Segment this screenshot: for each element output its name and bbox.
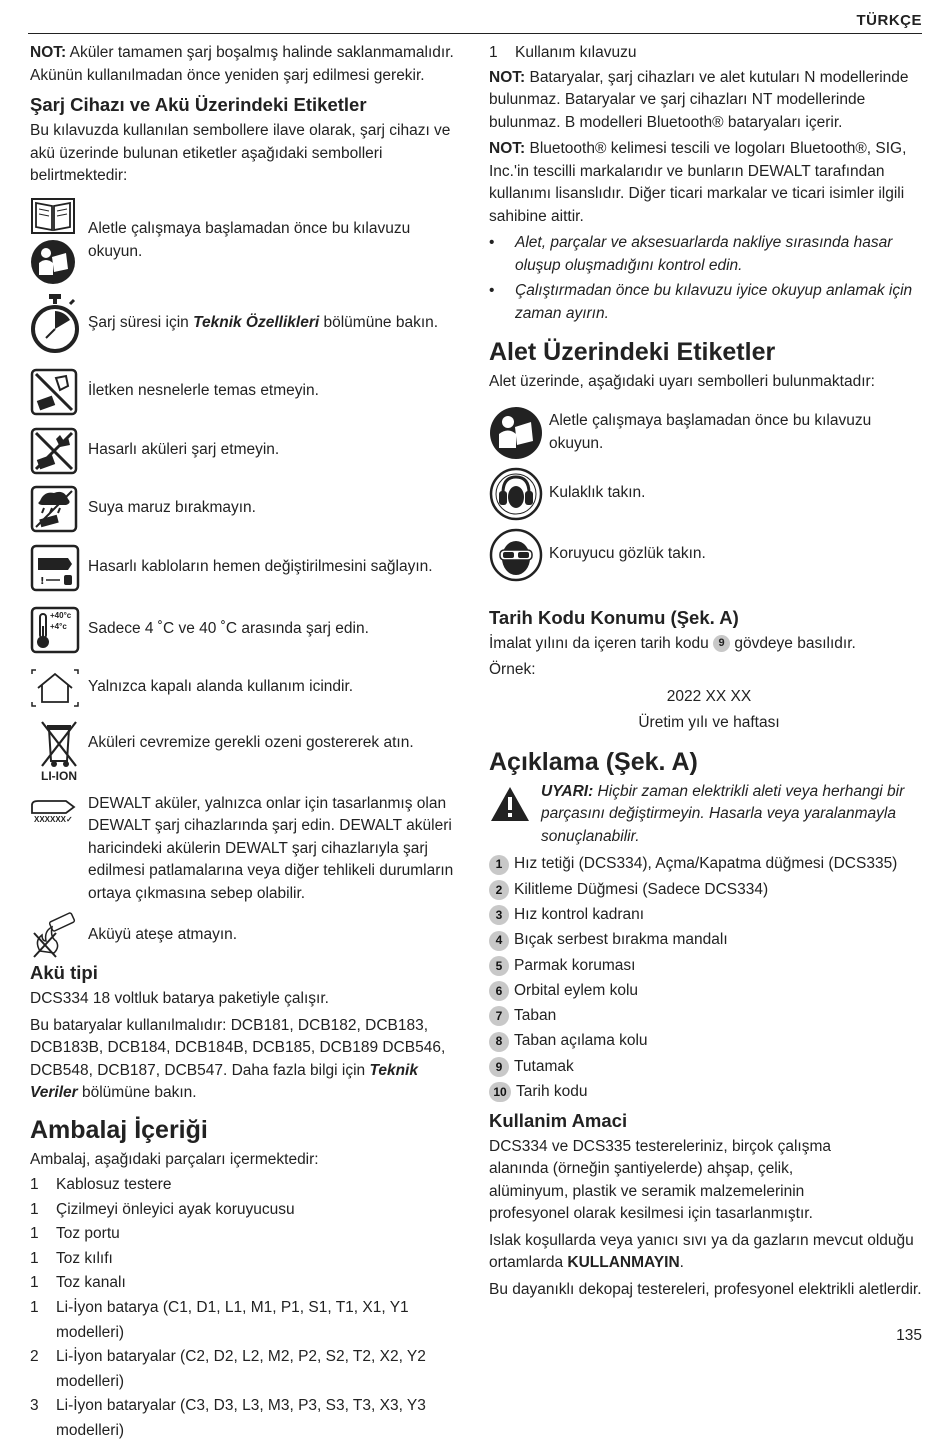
part-item	[489, 978, 929, 1003]
tool-labels-heading: Alet Üzerindeki Etiketler	[489, 338, 776, 366]
symbol-dewalt: XXXXXX✓ DEWALT aküler, yalnızca onlar için tasarlanmış olan DEWALT şarj cihazlarında şarj edin. DEWALT aküleri haricindeki akülerin DEWALT şarj cihazlarıyla şarj edilmesi patlamalarına veya diğer tehlikeli durumların ortaya çıkmasına sebep olabilir.	[30, 793, 460, 906]
no-conductive-objects-icon	[30, 368, 78, 416]
package-item-text: Li-İyon bataryalar (C2, D2, L2, M2, P2, S2, T2, X2, Y2 modelleri)	[56, 1348, 426, 1390]
part-item	[489, 877, 929, 902]
symbol-dispose: LI-ION Aküleri cevremize gerekli ozeni gostererek atın.	[30, 715, 460, 787]
package-item	[30, 1173, 470, 1198]
package-heading: Ambalaj İçeriği	[30, 1115, 208, 1144]
date-code-caption: Üretim yılı ve haftası	[638, 714, 780, 731]
package-item	[30, 1345, 470, 1394]
part-number-badge: 6	[489, 981, 509, 1001]
tool-labels-intro: Alet üzerinde, aşağıdaki uyarı sembolleri bulunmaktadır:	[489, 373, 875, 390]
symbol-damaged: Hasarlı aküleri şarj etmeyin.	[30, 423, 460, 479]
read-manual-person-icon	[489, 406, 543, 460]
package-item-qty: 1	[30, 1274, 39, 1292]
package-item-qty: 1	[30, 1225, 39, 1243]
package-item-text: Li-İyon batarya (C1, D1, L1, M1, P1, S1, T1, X1, Y1 modelleri)	[56, 1298, 409, 1341]
package-item-text: Çizilmeyi önleyici ayak koruyucusu	[56, 1200, 295, 1218]
battery-type-heading: Akü tipi	[30, 962, 98, 983]
temp-high-label: +40°c	[50, 610, 72, 620]
package-item-qty: 3	[30, 1397, 39, 1415]
part-label: Kilitleme Düğmesi (Sadece DCS334)	[514, 880, 769, 898]
intended-use-heading: Kullanim Amaci	[489, 1109, 628, 1131]
part-label: Hız tetiği (DCS334), Açma/Kapatma düğmesi (DCS335)	[514, 855, 898, 873]
part-label: Taban	[514, 1007, 557, 1025]
package-item-text: Toz kılıfı	[56, 1249, 113, 1267]
svg-text:!: !	[40, 575, 45, 587]
callout-badge: 9	[713, 635, 730, 652]
part-number-badge: 9	[489, 1057, 509, 1077]
symbol-temperature: +40°c +4°c Sadece 4 ˚C ve 40 ˚C arasında şarj edin.	[30, 601, 460, 659]
crossed-bin-icon	[39, 719, 79, 769]
tool-symbol-ear: Kulaklık takın.	[489, 465, 929, 523]
part-number-badge: 7	[489, 1006, 509, 1026]
indoor-house-icon	[30, 668, 80, 708]
part-label: Bıçak serbest bırakma mandalı	[514, 931, 728, 949]
tool-symbol-eye: Koruyucu gözlük takın.	[489, 526, 929, 584]
date-code-example: 2022 XX XX	[666, 687, 752, 705]
part-number-badge: 10	[489, 1082, 511, 1102]
description-heading: Açıklama (Şek. A)	[489, 747, 698, 776]
no-fire-icon	[30, 911, 80, 959]
battery-p2: Bu bataryalar kullanılmalıdır: DCB181, DCB182, DCB183, DCB183B, DCB184, DCB184B, DCB185, DCB189 DCB546, DCB548, DCB187, DCB547. Daha fazla bilgi için Teknik Veriler bölümüne bakın.	[30, 1016, 446, 1101]
package-item-text: Li-İyon bataryalar (C3, D3, L3, M3, P3, S3, T3, X3, Y3 modelleri)	[56, 1397, 426, 1439]
package-list	[30, 1173, 470, 1444]
package-item-qty: 1	[30, 1200, 39, 1218]
note-models: NOT: Bataryalar, şarj cihazları ve alet kutuları N modellerinde bulunmaz. Bataryalar ve şarj cihazları NT modellerinde bulunmaz. B modelleri Bluetooth® bataryaları içerir.	[489, 68, 909, 131]
part-item	[489, 1029, 929, 1054]
part-item	[489, 1054, 929, 1079]
package-item	[30, 1271, 470, 1296]
date-example-label: Örnek:	[489, 661, 536, 678]
storage-note: NOT: Aküler tamamen şarj boşalmış halinde saklanmamalıdır. Akünün kullanılmadan önce yeniden şarj edilmesi gerekir.	[30, 44, 454, 84]
checklist	[489, 232, 929, 325]
checklist-item: • Çalıştırmadan önce bu kılavuzu iyice okuyup anlamak için zaman ayırın.	[489, 282, 913, 322]
part-item	[489, 903, 929, 928]
intended-use-p3: Bu dayanıklı dekopaj testereleri, profesyonel elektrikli aletlerdir.	[489, 1280, 922, 1298]
part-number-badge: 1	[489, 855, 509, 875]
part-item	[489, 928, 929, 953]
package-intro: Ambalaj, aşağıdaki parçaları içermektedir:	[30, 1150, 319, 1168]
part-label: Tutamak	[514, 1057, 574, 1075]
part-label: Taban açılama kolu	[514, 1032, 648, 1050]
ear-protection-icon	[489, 467, 543, 521]
package-item	[30, 1198, 470, 1223]
package-item-qty: 1	[30, 1176, 39, 1193]
intended-use-p1: DCS334 ve DCS335 testereleriniz, birçok çalışma alanında (örneğin şantiyelerde) ahşap, çelik, alüminyum, plastik ve seramik malzemelerinin profesyonel olarak kesilmesi için tasarlanmıştır.	[489, 1137, 831, 1223]
part-number-badge: 3	[489, 905, 509, 925]
page-number: 135	[896, 1327, 922, 1344]
charger-icon	[30, 799, 76, 815]
package-item	[30, 1394, 470, 1443]
package-item	[30, 1247, 470, 1272]
intended-use-p2: Islak koşullarda veya yanıcı sıvı ya da gazların mevcut olduğu ortamlarda KULLANMAYIN.	[489, 1231, 914, 1272]
right-column	[489, 42, 929, 1305]
header-rule	[28, 33, 922, 34]
symbol-read-manual: Aletle çalışmaya başlamadan önce bu kılavuzu okuyun.	[30, 196, 460, 286]
part-item	[489, 852, 929, 877]
symbol-water: Suya maruz bırakmayın.	[30, 481, 460, 537]
date-code-text: İmalat yılını da içeren tarih kodu 9 gövdeye basılıdır.	[489, 634, 856, 652]
symbol-charge-time: Şarj süresi için Teknik Özellikleri bölümüne bakın.	[30, 290, 460, 358]
package-item	[30, 1222, 470, 1247]
warning-triangle-icon	[489, 785, 531, 823]
part-label: Parmak koruması	[514, 956, 636, 974]
li-ion-label: LI-ION	[41, 768, 77, 783]
symbol-conductive: İletken nesnelerle temas etmeyin.	[30, 364, 460, 420]
part-label: Hız kontrol kadranı	[514, 905, 645, 923]
read-manual-person-icon	[30, 239, 76, 285]
damaged-cable-icon	[30, 544, 80, 592]
temp-low-label: +4°c	[50, 621, 67, 631]
checklist-item: • Alet, parçalar ve aksesuarlarda nakliye sırasında hasar oluşup oluşmadığını kontrol edin.	[489, 234, 893, 274]
package-item-qty: 1	[30, 1298, 39, 1316]
left-column	[30, 42, 460, 1444]
symbol-cables: ! Hasarlı kabloların hemen değiştirilmesini sağlayın.	[30, 539, 460, 597]
symbol-indoor: Yalnızca kapalı alanda kullanım icindir.	[30, 663, 460, 713]
charger-code: XXXXXX✓	[34, 814, 73, 824]
battery-p1: DCS334 18 voltluk batarya paketiyle çalışır.	[30, 990, 329, 1007]
package-item-manual: 1 Kullanım kılavuzu	[489, 44, 637, 61]
part-label: Orbital eylem kolu	[514, 981, 639, 999]
package-item-text: Kablosuz testere	[56, 1176, 172, 1193]
labels-heading: Şarj Cihazı ve Akü Üzerindeki Etiketler	[30, 94, 367, 115]
date-code-heading: Tarih Kodu Konumu (Şek. A)	[489, 606, 739, 628]
part-item	[489, 1080, 929, 1105]
package-item-text: Toz kanalı	[56, 1274, 126, 1292]
symbol-fire: Aküyü ateşe atmayın.	[30, 909, 460, 961]
eye-protection-icon	[489, 528, 543, 582]
part-item	[489, 953, 929, 978]
package-item	[30, 1296, 470, 1345]
parts-list	[489, 852, 929, 1105]
language-label: TÜRKÇE	[856, 12, 922, 29]
tool-symbol-read: Aletle çalışmaya başlamadan önce bu kılavuzu okuyun.	[489, 404, 929, 462]
package-item-text: Toz portu	[56, 1225, 120, 1243]
part-number-badge: 2	[489, 880, 509, 900]
note-bluetooth: NOT: Bluetooth® kelimesi tescili ve logoları Bluetooth®, SIG, Inc.'in tescilli markalarıdır ve bunların DEWALT tarafından kullanımı lisanslıdır. Diğer ticari markalar ve ticari isimler ilgili sahibine aittir.	[489, 140, 907, 225]
warning-block: UYARI: Hiçbir zaman elektrikli aleti veya herhangi bir parçasını değiştirmeyin. Hasarla veya yaralanmayla sonuçlanabilir.	[489, 781, 929, 849]
part-item	[489, 1004, 929, 1029]
part-number-badge: 4	[489, 931, 509, 951]
labels-intro: Bu kılavuzda kullanılan sembollere ilave olarak, şarj cihazı ve akü üzerinde bulunan etiketler aşağıdaki sembolleri belirtmektedir:	[30, 122, 451, 184]
package-item-qty: 2	[30, 1348, 39, 1366]
part-label: Tarih kodu	[516, 1083, 588, 1101]
part-number-badge: 5	[489, 956, 509, 976]
package-item-qty: 1	[30, 1249, 39, 1267]
no-water-exposure-icon	[30, 485, 78, 533]
manual-book-icon	[30, 197, 76, 235]
part-number-badge: 8	[489, 1032, 509, 1052]
no-damaged-battery-icon	[30, 427, 78, 475]
stopwatch-icon	[30, 294, 80, 354]
